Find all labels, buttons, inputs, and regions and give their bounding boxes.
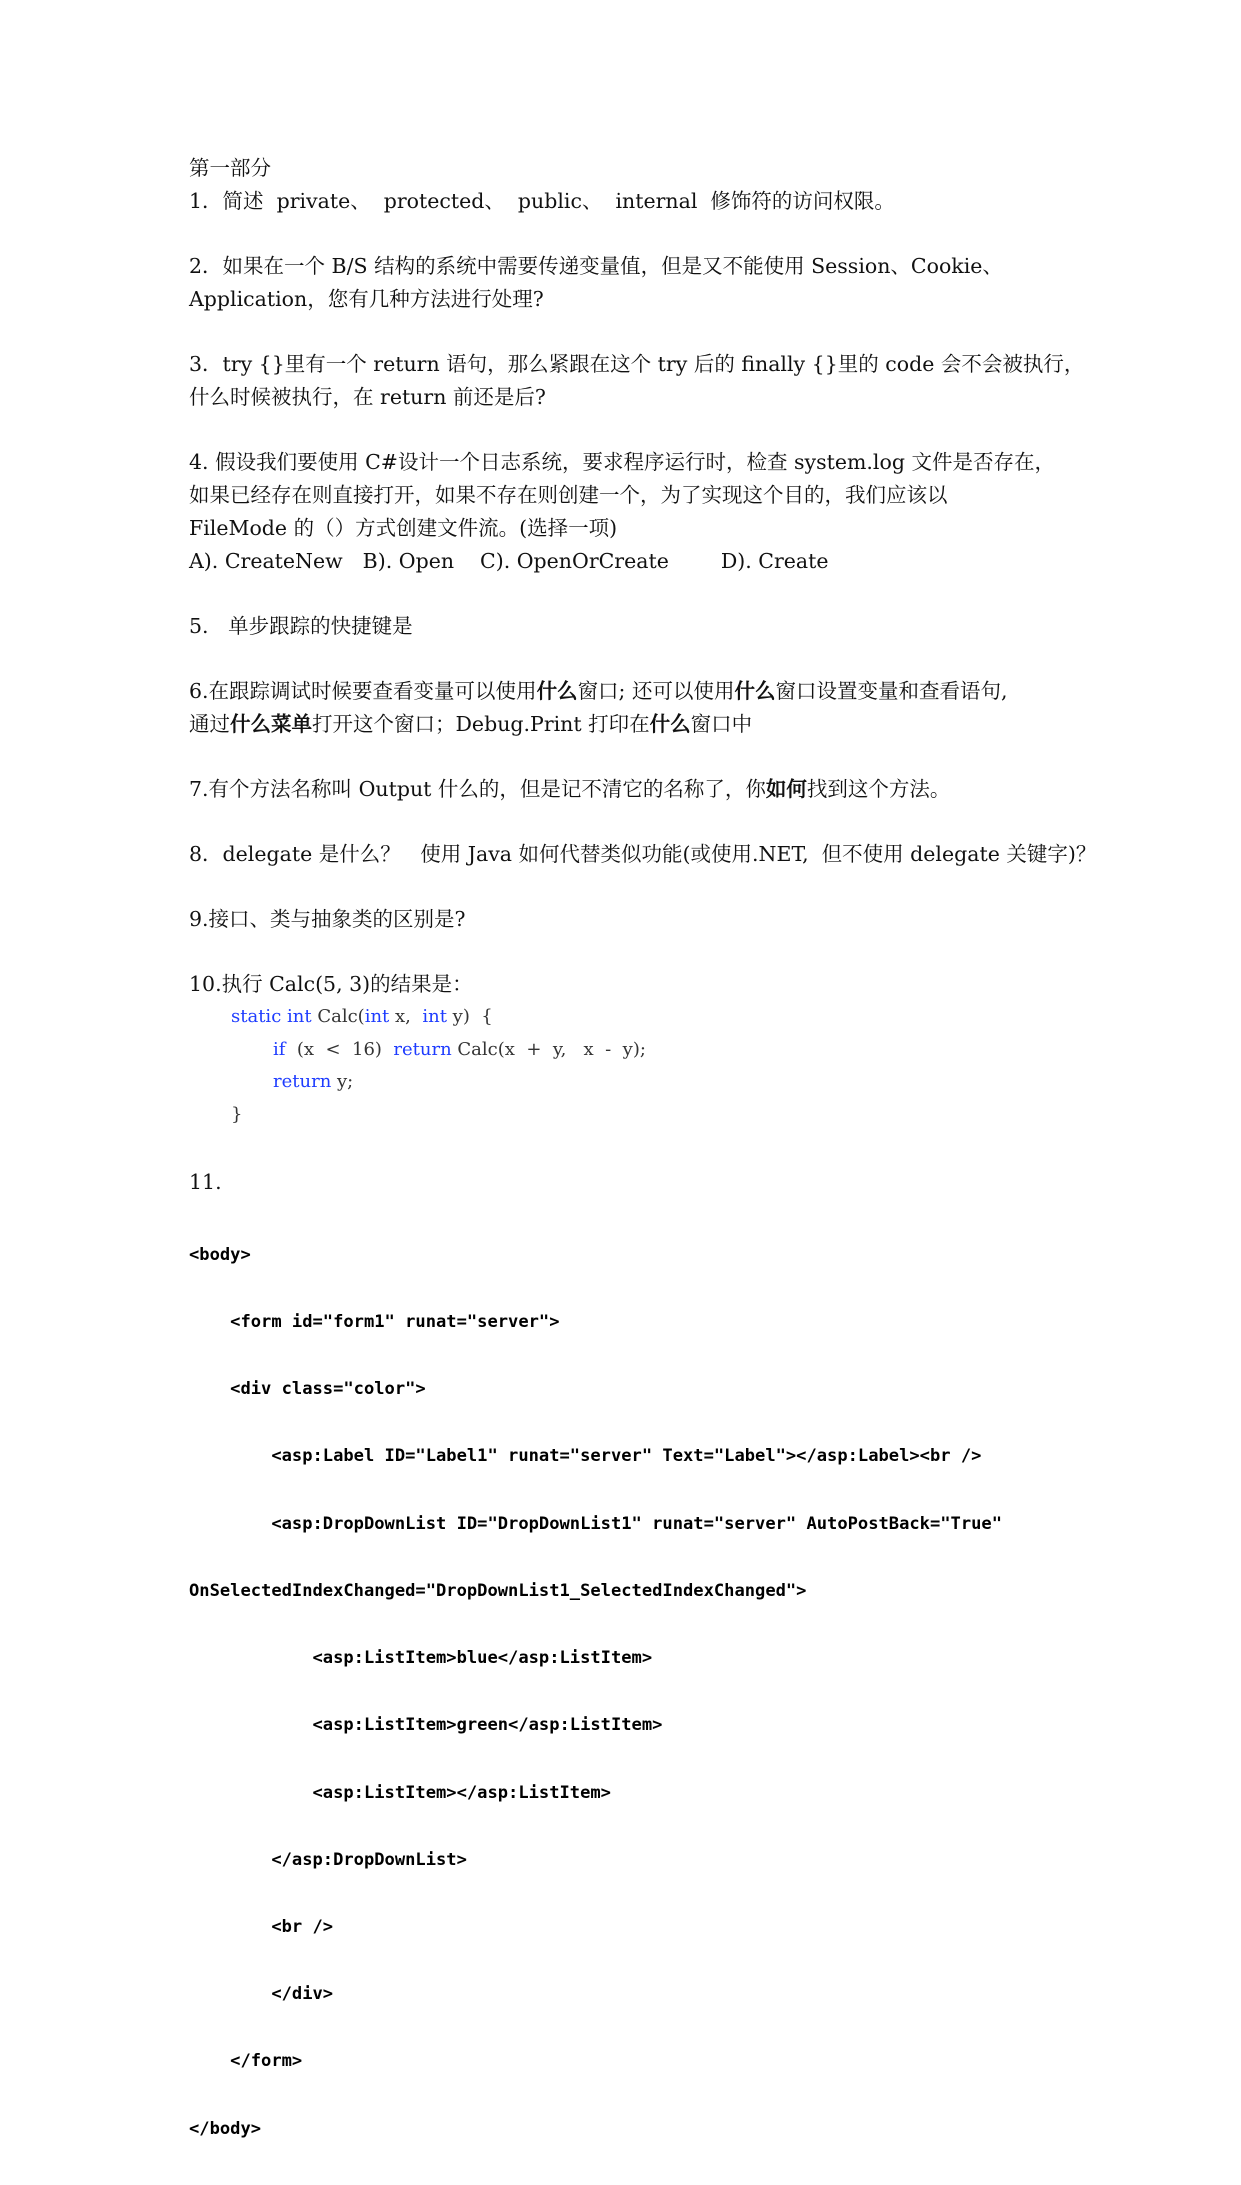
question-4: 4. 假设我们要使用 C#设计一个日志系统，要求程序运行时，检查 system.log 文件是否存在， 如果已经存在则直接打开，如果不存在则创建一个，为了实现这个目的，我们应该以 FileMode 的（）方式创建文件流。(选择一项) A). CreateNew B). Open C). OpenOrCreate D). Create	[189, 446, 1069, 578]
option-a: A). CreateNew	[189, 549, 343, 573]
code11-line: <asp:ListItem>green</asp:ListItem>	[189, 1715, 663, 1736]
code11-line: <body>	[189, 1244, 251, 1265]
question-8: 8．delegate 是什么？ 使用 Java 如何代替类似功能(或使用.NET, 但不使用 delegate 关键字)？	[189, 842, 1097, 866]
code-line-3: return y;	[273, 1071, 354, 1092]
code11-line: <asp:ListItem></asp:ListItem>	[189, 1782, 611, 1803]
code11-line: <form id="form1" runat="server">	[189, 1312, 560, 1333]
document-page	[189, 152, 1097, 2185]
question-11-code	[189, 1199, 1069, 2185]
option-b: B). Open	[362, 549, 455, 573]
question-10-code	[231, 1001, 1069, 1131]
question-11-number: 11.	[189, 1170, 222, 1194]
code11-line: <asp:DropDownList ID="DropDownList1" runat="server" AutoPostBack="True"	[189, 1513, 1003, 1534]
code-line-1: static int Calc(int x, int y) {	[231, 1006, 493, 1027]
code11-line: </asp:DropDownList>	[189, 1849, 467, 1870]
section-heading: 第一部分	[189, 156, 271, 180]
question-2: 2．如果在一个 B/S 结构的系统中需要传递变量值，但是又不能使用 Session、Cookie、 Application，您有几种方法进行处理?	[189, 254, 1003, 311]
question-5: 5. 单步跟踪的快捷键是	[189, 614, 413, 638]
option-d: D). Create	[720, 549, 829, 573]
code11-line: </body>	[189, 2118, 262, 2139]
question-6: 6.在跟踪调试时候要查看变量可以使用什么窗口; 还可以使用什么窗口设置变量和查看语句, 通过什么菜单打开这个窗口；Debug.Print 打印在什么窗口中	[189, 679, 1008, 736]
question-7: 7.有个方法名称叫 Output 什么的，但是记不清它的名称了，你如何找到这个方法。	[189, 777, 951, 801]
code11-line: </div>	[189, 1984, 334, 2005]
question-4-options	[189, 545, 1069, 578]
code-line-2: if (x < 16) return Calc(x + y, x - y);	[273, 1038, 646, 1060]
code11-line: <asp:Label ID="Label1" runat="server" Text="Label"></asp:Label><br />	[189, 1446, 982, 1467]
code11-line: <div class="color">	[189, 1379, 426, 1400]
code-line-4: }	[231, 1103, 243, 1125]
option-c: C). OpenOrCreate	[480, 549, 669, 573]
code11-line: <br />	[189, 1917, 334, 1937]
question-1: 1．简述 private、 protected、 public、 internal 修饰符的访问权限。	[189, 189, 895, 213]
code11-line: <asp:ListItem>blue</asp:ListItem>	[189, 1648, 653, 1669]
code11-line: OnSelectedIndexChanged="DropDownList1_SelectedIndexChanged">	[189, 1580, 807, 1601]
question-10-title: 10.执行 Calc(5, 3)的结果是：	[189, 972, 473, 996]
question-9: 9.接口、类与抽象类的区别是?	[189, 907, 466, 931]
code11-line: </form>	[189, 2051, 303, 2072]
question-3: 3．try {}里有一个 return 语句，那么紧跟在这个 try 后的 finally {}里的 code 会不会被执行， 什么时候被执行，在 return 前还是后?	[189, 352, 1085, 409]
